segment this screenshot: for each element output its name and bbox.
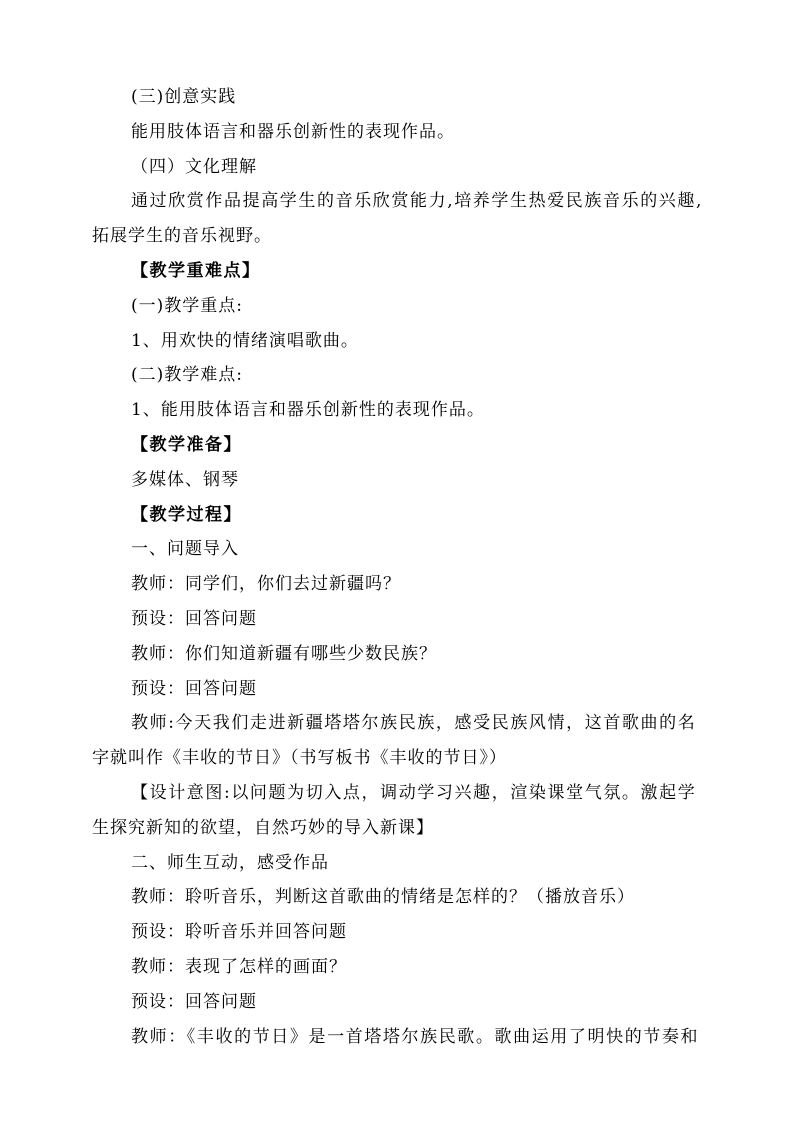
subheading-interaction: 二、师生互动，感受作品 — [131, 852, 329, 873]
dialogue-line: 教师：同学们，你们去过新疆吗？ — [131, 574, 401, 595]
dialogue-line: 教师：你们知道新疆有哪些少数民族？ — [131, 643, 437, 664]
dialogue-line: 教师：表现了怎样的画面？ — [131, 956, 347, 977]
subheading-teaching-focus: (一)教学重点: — [131, 295, 243, 316]
section-heading-process: 【教学过程】 — [131, 504, 242, 525]
paragraph-continuation: 生探究新知的欲望，自然巧妙的导入新课】 — [92, 817, 434, 838]
paragraph-continuation: 字就叫作《丰收的节日》（书写板书《丰收的节日》） — [92, 748, 507, 769]
list-item: 1、能用肢体语言和器乐创新性的表现作品。 — [131, 400, 485, 421]
dialogue-line: 预设：聆听音乐并回答问题 — [131, 922, 347, 943]
dialogue-line: 教师：《丰收的节日》是一首塔塔尔族民歌。歌曲运用了明快的节奏和 — [131, 1026, 700, 1047]
paragraph: 多媒体、钢琴 — [131, 469, 239, 490]
dialogue-line: 教师：聆听音乐，判断这首歌曲的情绪是怎样的？（播放音乐） — [131, 887, 635, 908]
heading-creative-practice: (三)创意实践 — [131, 87, 237, 107]
dialogue-line: 预设：回答问题 — [131, 678, 257, 699]
subheading-question-intro: 一、问题导入 — [131, 539, 239, 560]
dialogue-line: 预设：回答问题 — [131, 608, 257, 629]
section-heading-preparation: 【教学准备】 — [131, 434, 242, 455]
paragraph: 能用肢体语言和器乐创新性的表现作品。 — [131, 121, 455, 142]
design-intent-note: 【设计意图:以问题为切入点，调动学习兴趣，渲染课堂气氛。激起学 — [131, 782, 697, 803]
list-item: 1、用欢快的情绪演唱歌曲。 — [131, 330, 359, 351]
paragraph: 通过欣赏作品提高学生的音乐欣赏能力,培养学生热爱民族音乐的兴趣, — [131, 191, 704, 212]
section-heading-key-points: 【教学重难点】 — [131, 260, 261, 281]
dialogue-line: 预设：回答问题 — [131, 991, 257, 1012]
subheading-teaching-difficulty: (二)教学难点: — [131, 365, 243, 386]
heading-cultural-understanding: （四）文化理解 — [131, 156, 257, 177]
dialogue-line: 教师:今天我们走进新疆塔塔尔族民族，感受民族风情，这首歌曲的名 — [131, 713, 697, 734]
paragraph-continuation: 拓展学生的音乐视野。 — [92, 226, 272, 247]
